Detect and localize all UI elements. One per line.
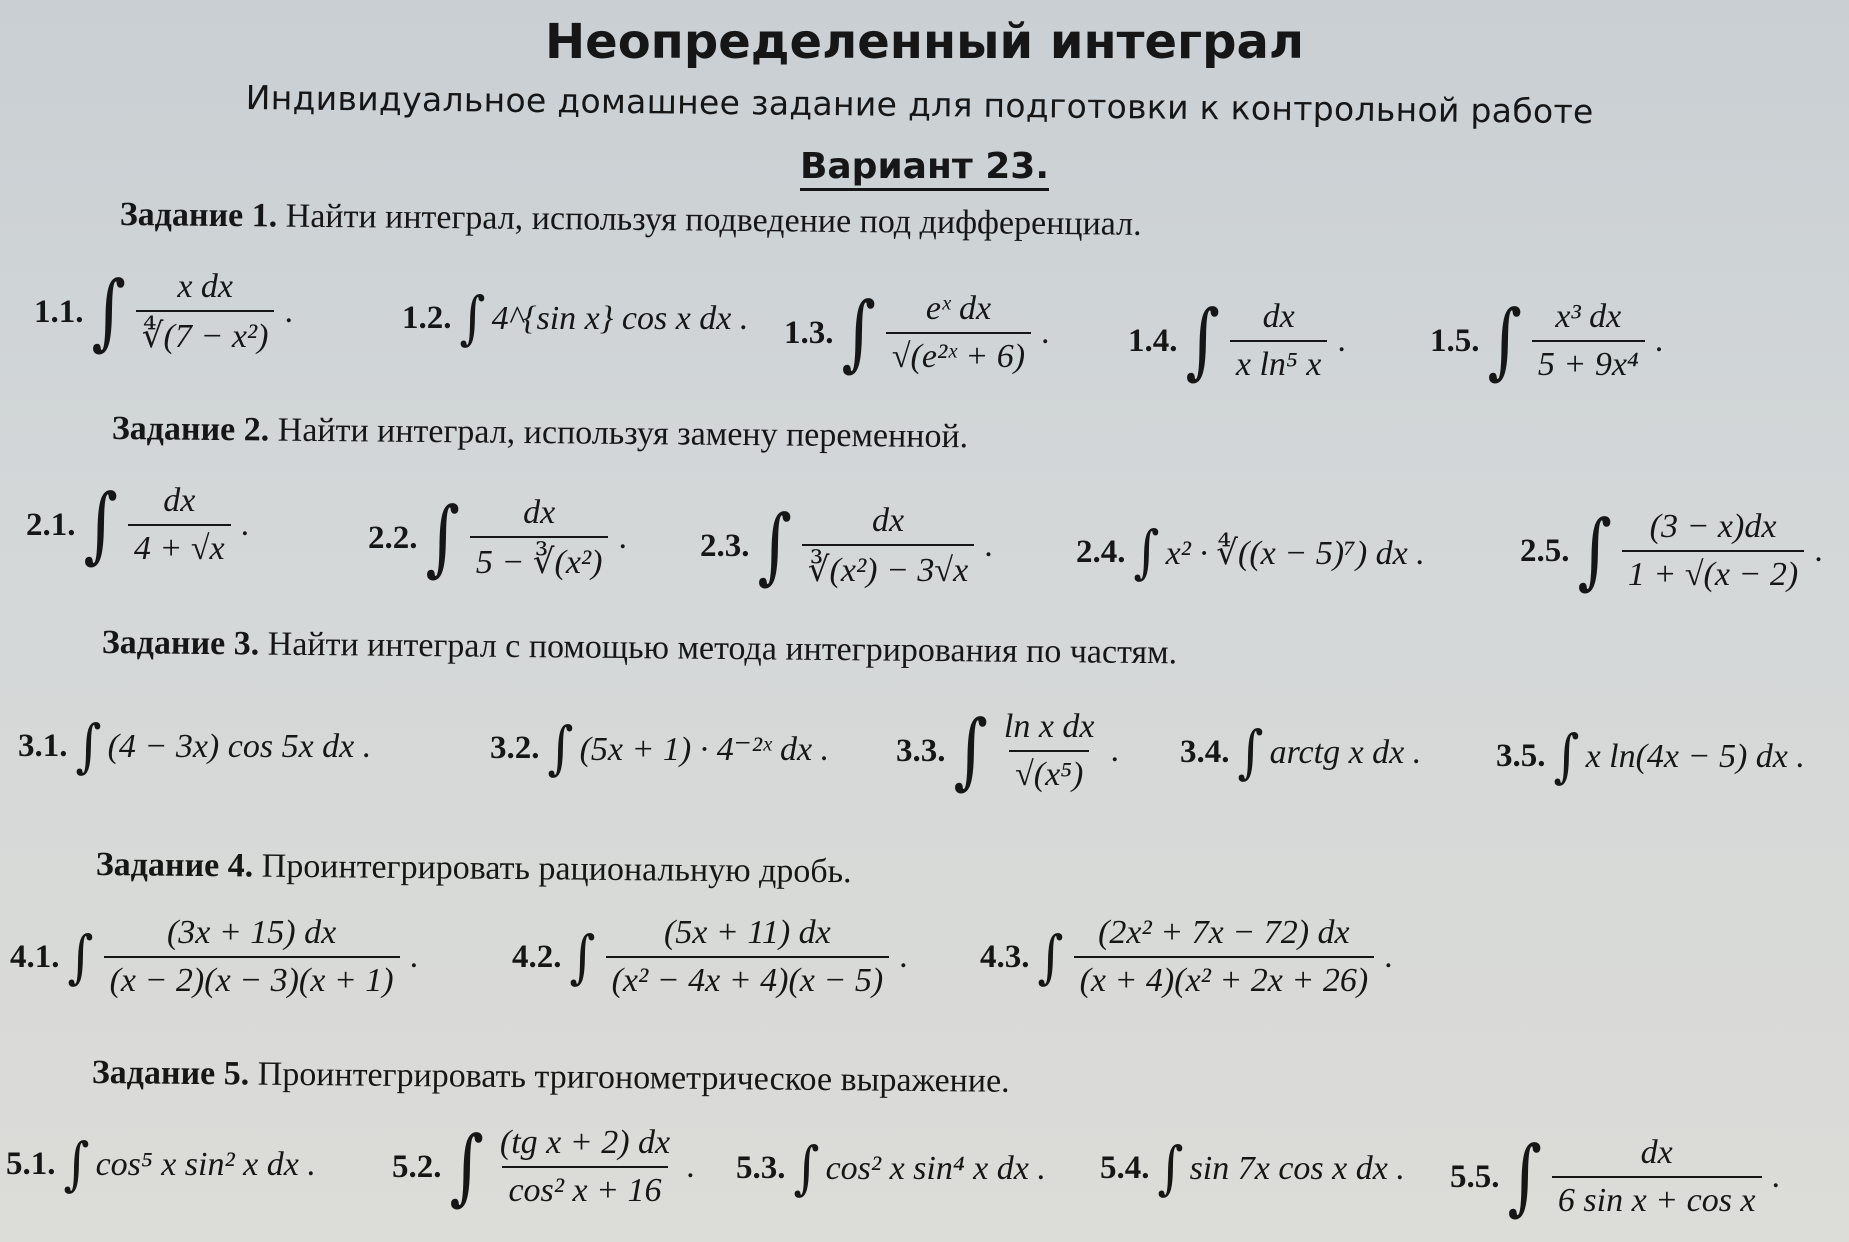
integral-sign: ∫ xyxy=(1133,518,1160,586)
fraction xyxy=(1552,1134,1762,1220)
task-text: Проинтегрировать тригонометрическое выражение. xyxy=(249,1055,1010,1100)
problem-number: 1.2. xyxy=(402,300,452,336)
problem-3-2 xyxy=(490,714,830,782)
fraction xyxy=(1622,508,1804,594)
integral-sign: ∫ xyxy=(67,923,94,990)
problem-4-1 xyxy=(10,914,418,1000)
problem-4-2 xyxy=(512,914,908,1000)
numerator: (3 − x)dx xyxy=(1649,508,1777,545)
numerator: dx xyxy=(523,494,556,531)
task-label: Задание 1. xyxy=(119,196,278,235)
problem-number: 3.5. xyxy=(1496,738,1546,774)
fraction xyxy=(606,914,890,1000)
fraction xyxy=(1074,914,1375,1000)
task-4-heading xyxy=(96,846,852,891)
denominator: cos² x + 16 xyxy=(502,1166,667,1210)
problem-5-4 xyxy=(1100,1134,1405,1202)
problem-3-3 xyxy=(896,702,1120,799)
problem-1-5 xyxy=(1430,292,1664,389)
problem-number: 3.3. xyxy=(896,732,946,769)
integral-sign: ∫ xyxy=(841,284,876,381)
period: . xyxy=(686,1148,695,1185)
problem-number: 3.1. xyxy=(18,728,68,764)
problem-number: 1.4. xyxy=(1128,322,1178,359)
problem-number: 1.5. xyxy=(1430,322,1480,359)
problem-number: 2.2. xyxy=(368,519,418,556)
integral-sign: ∫ xyxy=(757,497,792,594)
problem-3-4 xyxy=(1180,718,1422,786)
problem-5-5 xyxy=(1450,1128,1781,1225)
integral-sign: ∫ xyxy=(569,923,596,990)
integral-sign: ∫ xyxy=(953,702,988,799)
problem-2-5 xyxy=(1520,502,1823,599)
task-text: Найти интеграл, используя подведение под дифференциал. xyxy=(277,197,1142,243)
problem-1-2 xyxy=(402,284,749,352)
task-label: Задание 3. xyxy=(101,624,260,663)
problem-5-1 xyxy=(6,1130,316,1198)
problem-3-1 xyxy=(18,712,372,780)
fraction xyxy=(1230,298,1327,384)
integral-sign: ∫ xyxy=(91,263,126,360)
task-text: Найти интеграл, используя замену переменной. xyxy=(269,411,969,456)
task-5-heading xyxy=(92,1054,1010,1101)
problem-number: 2.4. xyxy=(1076,534,1126,570)
integrand: (4 − 3x) cos 5x dx . xyxy=(107,727,372,765)
integral-sign: ∫ xyxy=(1037,923,1064,990)
problem-number: 3.4. xyxy=(1180,734,1230,770)
period: . xyxy=(284,293,293,330)
problem-number: 4.3. xyxy=(980,938,1030,975)
denominator: (x + 4)(x² + 2x + 26) xyxy=(1074,956,1375,1000)
denominator: 5 − ∛(x²) xyxy=(470,536,609,582)
denominator: ∛(x²) − 3√x xyxy=(802,544,974,590)
fraction xyxy=(136,268,275,356)
problem-number: 5.1. xyxy=(6,1146,56,1182)
period: . xyxy=(1771,1158,1781,1195)
numerator: dx xyxy=(1262,298,1295,335)
numerator: ln x dx xyxy=(1003,708,1095,745)
numerator: (tg x + 2) dx xyxy=(499,1124,671,1161)
period: . xyxy=(984,527,993,564)
problem-number: 5.3. xyxy=(736,1150,786,1186)
period: . xyxy=(1384,938,1393,975)
denominator: 5 + 9x⁴ xyxy=(1532,340,1645,384)
problem-number: 5.5. xyxy=(1450,1158,1500,1195)
problem-number: 2.1. xyxy=(26,506,76,543)
integral-sign: ∫ xyxy=(1553,722,1580,790)
task-1-heading xyxy=(120,196,1142,244)
denominator: 4 + √x xyxy=(128,524,231,568)
problem-number: 4.1. xyxy=(10,938,60,975)
problem-number: 3.2. xyxy=(490,730,540,766)
numerator: dx xyxy=(871,502,905,539)
period: . xyxy=(1814,532,1823,569)
numerator: (5x + 11) dx xyxy=(663,914,831,951)
problem-4-3 xyxy=(980,914,1393,1000)
numerator: (3x + 15) dx xyxy=(166,914,337,951)
fraction xyxy=(1532,298,1645,384)
integral-sign: ∫ xyxy=(1507,1128,1542,1225)
numerator: x dx xyxy=(177,268,233,305)
integrand: x² · ∜((x − 5)⁷) dx . xyxy=(1165,534,1425,572)
denominator: √(e²ˣ + 6) xyxy=(886,332,1031,376)
fraction xyxy=(802,502,974,590)
problem-1-4 xyxy=(1128,292,1346,389)
integrand: cos² x sin⁴ x dx . xyxy=(825,1149,1046,1187)
denominator: ∜(7 − x²) xyxy=(136,310,275,356)
problem-2-4 xyxy=(1076,518,1425,586)
integral-sign: ∫ xyxy=(75,712,102,780)
integral-sign: ∫ xyxy=(547,714,574,782)
integral-sign: ∫ xyxy=(83,476,118,573)
problem-3-5 xyxy=(1496,722,1805,790)
integrand: sin 7x cos x dx . xyxy=(1189,1149,1405,1187)
problem-number: 1.3. xyxy=(784,314,834,351)
period: . xyxy=(618,519,627,556)
numerator: dx xyxy=(1640,1134,1673,1171)
fraction xyxy=(886,290,1031,376)
numerator: eˣ dx xyxy=(925,290,992,327)
problem-2-3 xyxy=(700,497,993,594)
variant-heading xyxy=(0,146,1849,187)
fraction xyxy=(998,708,1101,794)
integral-sign: ∫ xyxy=(449,1118,484,1215)
task-text: Найти интеграл с помощью метода интегрирования по частям. xyxy=(259,625,1178,672)
integral-sign: ∫ xyxy=(63,1130,90,1198)
task-2-heading xyxy=(112,410,969,456)
integrand: cos⁵ x sin² x dx . xyxy=(95,1145,316,1183)
integrand: arctg x dx . xyxy=(1269,733,1422,771)
integral-sign: ∫ xyxy=(793,1134,820,1202)
period: . xyxy=(1041,314,1050,351)
numerator: x³ dx xyxy=(1555,298,1622,335)
denominator: √(x⁵) xyxy=(1009,750,1089,794)
fraction xyxy=(128,482,231,568)
denominator: 1 + √(x − 2) xyxy=(1622,550,1804,594)
problem-5-2 xyxy=(392,1118,695,1215)
denominator: x ln⁵ x xyxy=(1230,340,1327,384)
integral-sign: ∫ xyxy=(1185,292,1220,389)
task-label: Задание 4. xyxy=(95,846,254,885)
period: . xyxy=(1110,732,1120,769)
fraction xyxy=(494,1124,676,1210)
problem-2-1 xyxy=(26,476,250,573)
problem-number: 1.1. xyxy=(34,293,84,330)
numerator: dx xyxy=(163,482,196,519)
numerator: (2x² + 7x − 72) dx xyxy=(1098,914,1350,951)
integral-sign: ∫ xyxy=(425,489,460,586)
task-label: Задание 2. xyxy=(111,410,270,449)
problem-number: 5.2. xyxy=(392,1148,442,1185)
integral-sign: ∫ xyxy=(1237,718,1264,786)
fraction xyxy=(104,914,400,1000)
integral-sign: ∫ xyxy=(1577,502,1612,599)
period: . xyxy=(899,938,908,975)
integrand: x ln(4x − 5) dx . xyxy=(1585,737,1805,775)
integral-sign: ∫ xyxy=(459,284,486,352)
task-text: Проинтегрировать рациональную дробь. xyxy=(253,847,852,891)
problem-2-2 xyxy=(368,489,627,586)
period: . xyxy=(409,938,419,975)
problem-1-3 xyxy=(784,284,1050,381)
fraction xyxy=(470,494,609,582)
integral-sign: ∫ xyxy=(1487,292,1522,389)
problem-number: 2.3. xyxy=(700,527,750,564)
integrand: 4^{sin x} cos x dx . xyxy=(491,299,749,337)
problem-number: 4.2. xyxy=(512,938,562,975)
problem-number: 2.5. xyxy=(1520,532,1570,569)
task-label: Задание 5. xyxy=(91,1054,250,1093)
period: . xyxy=(1654,322,1664,359)
problem-number: 5.4. xyxy=(1100,1150,1150,1186)
denominator: (x² − 4x + 4)(x − 5) xyxy=(606,956,890,1000)
denominator: 6 sin x + cos x xyxy=(1552,1176,1762,1220)
period: . xyxy=(1337,322,1346,359)
problem-1-1 xyxy=(34,263,293,360)
page-title: Неопределенный интеграл xyxy=(544,14,1305,70)
problem-5-3 xyxy=(736,1134,1046,1202)
task-3-heading xyxy=(102,624,1178,672)
integral-sign: ∫ xyxy=(1157,1134,1184,1202)
integrand: (5x + 1) · 4⁻²ˣ dx . xyxy=(579,730,830,768)
page-subtitle: Индивидуальное домашнее задание для подготовки к контрольной работе xyxy=(245,78,1594,132)
period: . xyxy=(240,506,250,543)
variant-label: Вариант 23. xyxy=(800,146,1049,191)
denominator: (x − 2)(x − 3)(x + 1) xyxy=(104,956,400,1000)
